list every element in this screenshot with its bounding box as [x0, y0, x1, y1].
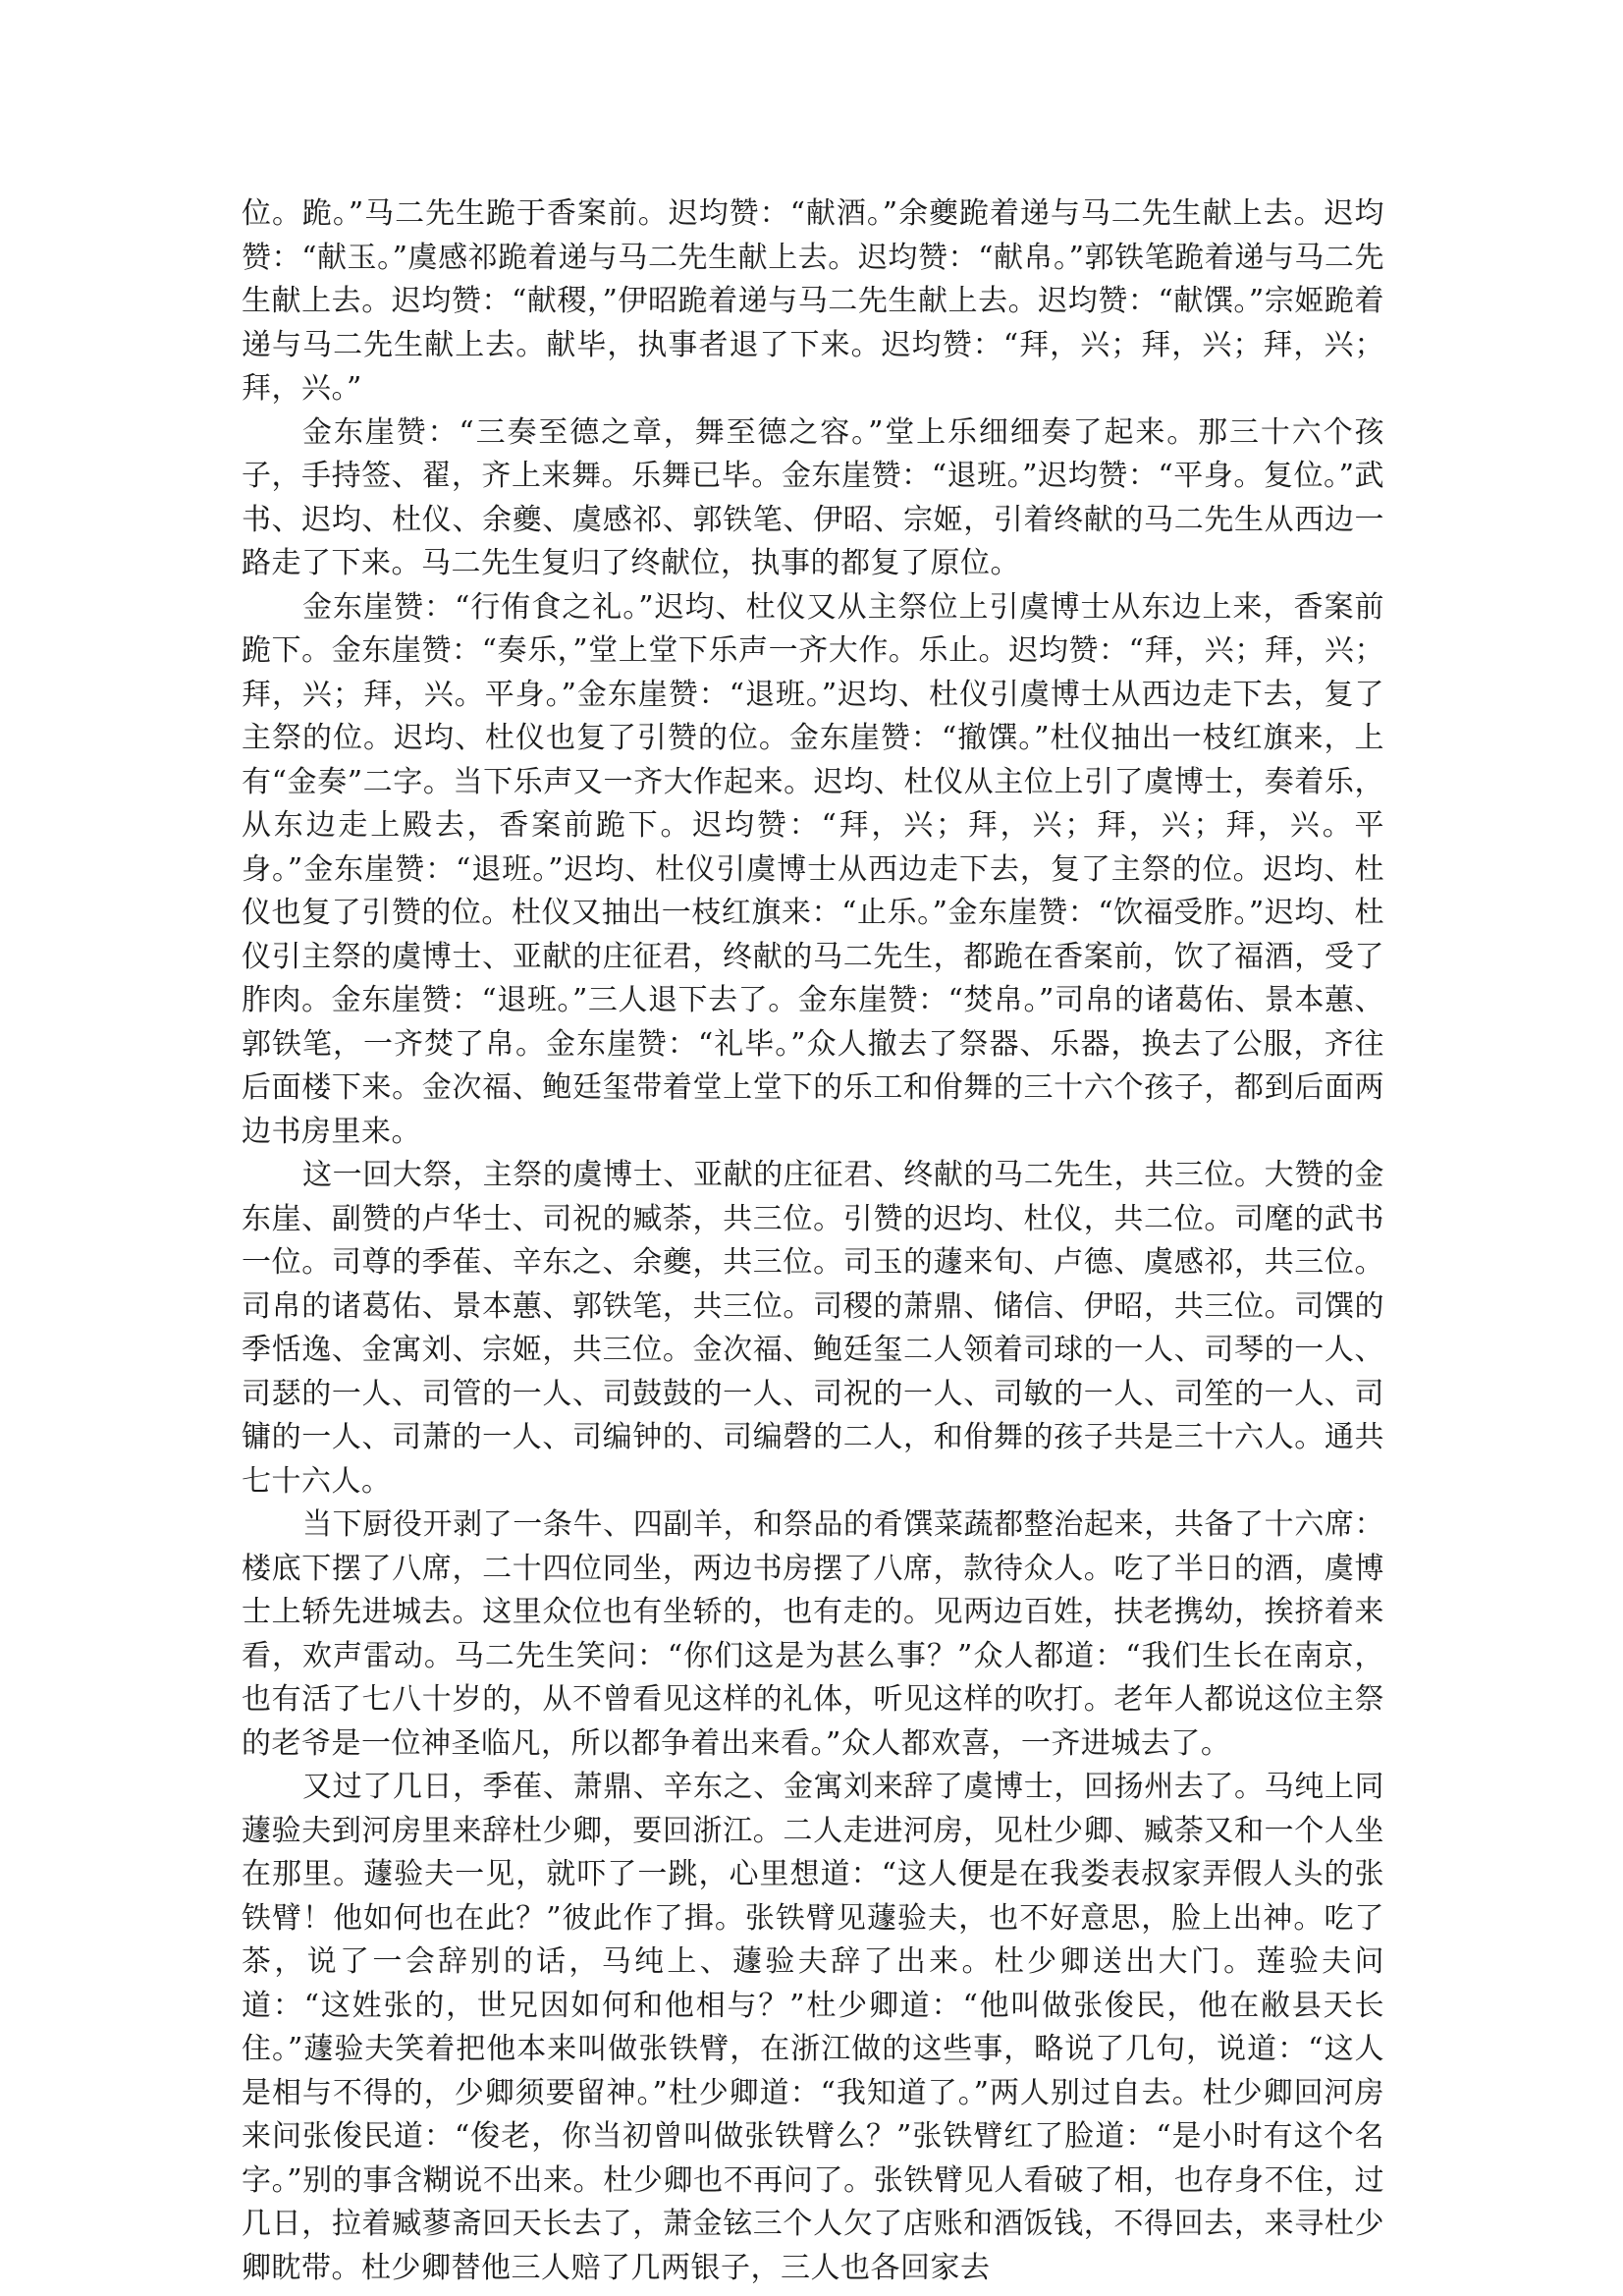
paragraph-6: 又过了几日，季萑、萧鼎、辛东之、金寓刘来辞了虞博士，回扬州去了。马纯上同蘧验夫到河房里来辞杜少卿，要回浙江。二人走进河房，见杜少卿、臧荼又和一个人坐在那里。蘧验夫一见，就吓了一跳，心里想道：“这人便是在我娄表叔家弄假人头的张铁臂！他如何也在此？”彼此作了揖。张铁臂见蘧验夫，也不好意思，脸上出神。吃了茶，说了一会辞别的话，马纯上、蘧验夫辞了出来。杜少卿送出大门。莲验夫问道：“这姓张的，世兄因如何和他相与？”杜少卿道：“他叫做张俊民，他在敝县天长住。”蘧验夫笑着把他本来叫做张铁臂，在浙江做的这些事，略说了几句，说道：“这人是相与不得的，少卿须要留神。”杜少卿道：“我知道了。”两人别过自去。杜少卿回河房来问张俊民道：“俊老，你当初曾叫做张铁臂么？”张铁臂红了脸道：“是小时有这个名字。”别的事含糊说不出来。杜少卿也不再问了。张铁臂见人看破了相，也存身不住，过几日，拉着臧蓼斋回天长去了，萧金铉三个人欠了店账和酒饭钱，不得回去，来寻杜少卿眈带。杜少卿替他三人赔了几两银子，三人也各回家去 — [242, 1770, 1384, 2285]
paragraph-5: 当下厨役开剥了一条牛、四副羊，和祭品的肴馔菜蔬都整治起来，共备了十六席：楼底下摆了八席，二十四位同坐，两边书房摆了八席，款待众人。吃了半日的酒，虞博士上轿先进城去。这里众位也有坐轿的，也有走的。见两边百姓，扶老携幼，挨挤着来看，欢声雷动。马二先生笑问：“你们这是为甚么事？”众人都道：“我们生长在南京，也有活了七八十岁的，从不曾看见这样的礼体，听见这样的吹打。老年人都说这位主祭的老爷是一位神圣临凡，所以都争着出来看。”众人都欢喜，一齐进城去了。 — [242, 1507, 1384, 1761]
document-page — [242, 192, 1384, 2290]
paragraph-1: 位。跪。”马二先生跪于香案前。迟均赞：“献酒。”余夔跪着递与马二先生献上去。迟均赞：“献玉。”虞感祁跪着递与马二先生献上去。迟均赞：“献帛。”郭铁笔跪着递与马二先生献上去。迟均赞：“献稷，”伊昭跪着递与马二先生献上去。迟均赞：“献馔。”宗姬跪着递与马二先生献上去。献毕，执事者退了下来。迟均赞：“拜，兴；拜，兴；拜，兴；拜，兴。” — [242, 196, 1384, 406]
paragraph-4: 这一回大祭，主祭的虞博士、亚献的庄征君、终献的马二先生，共三位。大赞的金东崖、副赞的卢华士、司祝的臧荼，共三位。引赞的迟均、杜仪，共二位。司麾的武书一位。司尊的季萑、辛东之、余夔，共三位。司玉的蘧来旬、卢德、虞感祁，共三位。司帛的诸葛佑、景本蕙、郭铁笔，共三位。司稷的萧鼎、储信、伊昭，共三位。司馔的季恬逸、金寓刘、宗姬，共三位。金次福、鲍廷玺二人领着司球的一人、司琴的一人、司瑟的一人、司管的一人、司鼓鼓的一人、司祝的一人、司敏的一人、司笙的一人、司镛的一人、司萧的一人、司编钟的、司编磬的二人，和佾舞的孩子共是三十六人。通共七十六人。 — [242, 1158, 1384, 1499]
paragraph-2: 金东崖赞：“三奏至德之章，舞至德之容。”堂上乐细细奏了起来。那三十六个孩子，手持签、翟，齐上来舞。乐舞已毕。金东崖赞：“退班。”迟均赞：“平身。复位。”武书、迟均、杜仪、余夔、虞感祁、郭铁笔、伊昭、宗姬，引着终献的马二先生从西边一路走了下来。马二先生复归了终献位，执事的都复了原位。 — [242, 414, 1384, 580]
paragraph-3: 金东崖赞：“行侑食之礼。”迟均、杜仪又从主祭位上引虞博士从东边上来，香案前跪下。金东崖赞：“奏乐，”堂上堂下乐声一齐大作。乐止。迟均赞：“拜，兴；拜，兴；拜，兴；拜，兴。平身。”金东崖赞：“退班。”迟均、杜仪引虞博士从西边走下去，复了主祭的位。迟均、杜仪也复了引赞的位。金东崖赞：“撤馔。”杜仪抽出一枝红旗来，上有“金奏”二字。当下乐声又一齐大作起来。迟均、杜仪从主位上引了虞博士，奏着乐，从东边走上殿去，香案前跪下。迟均赞：“拜，兴；拜，兴；拜，兴；拜，兴。平身。”金东崖赞：“退班。”迟均、杜仪引虞博士从西边走下去，复了主祭的位。迟均、杜仪也复了引赞的位。杜仪又抽出一枝红旗来：“止乐。”金东崖赞：“饮福受胙。”迟均、杜仪引主祭的虞博士、亚献的庄征君，终献的马二先生，都跪在香案前，饮了福酒，受了胙肉。金东崖赞：“退班。”三人退下去了。金东崖赞：“焚帛。”司帛的诸葛佑、景本蕙、郭铁笔，一齐焚了帛。金东崖赞：“礼毕。”众人撤去了祭器、乐器，换去了公服，齐往后面楼下来。金次福、鲍廷玺带着堂上堂下的乐工和佾舞的三十六个孩子，都到后面两边书房里来。 — [242, 589, 1384, 1149]
